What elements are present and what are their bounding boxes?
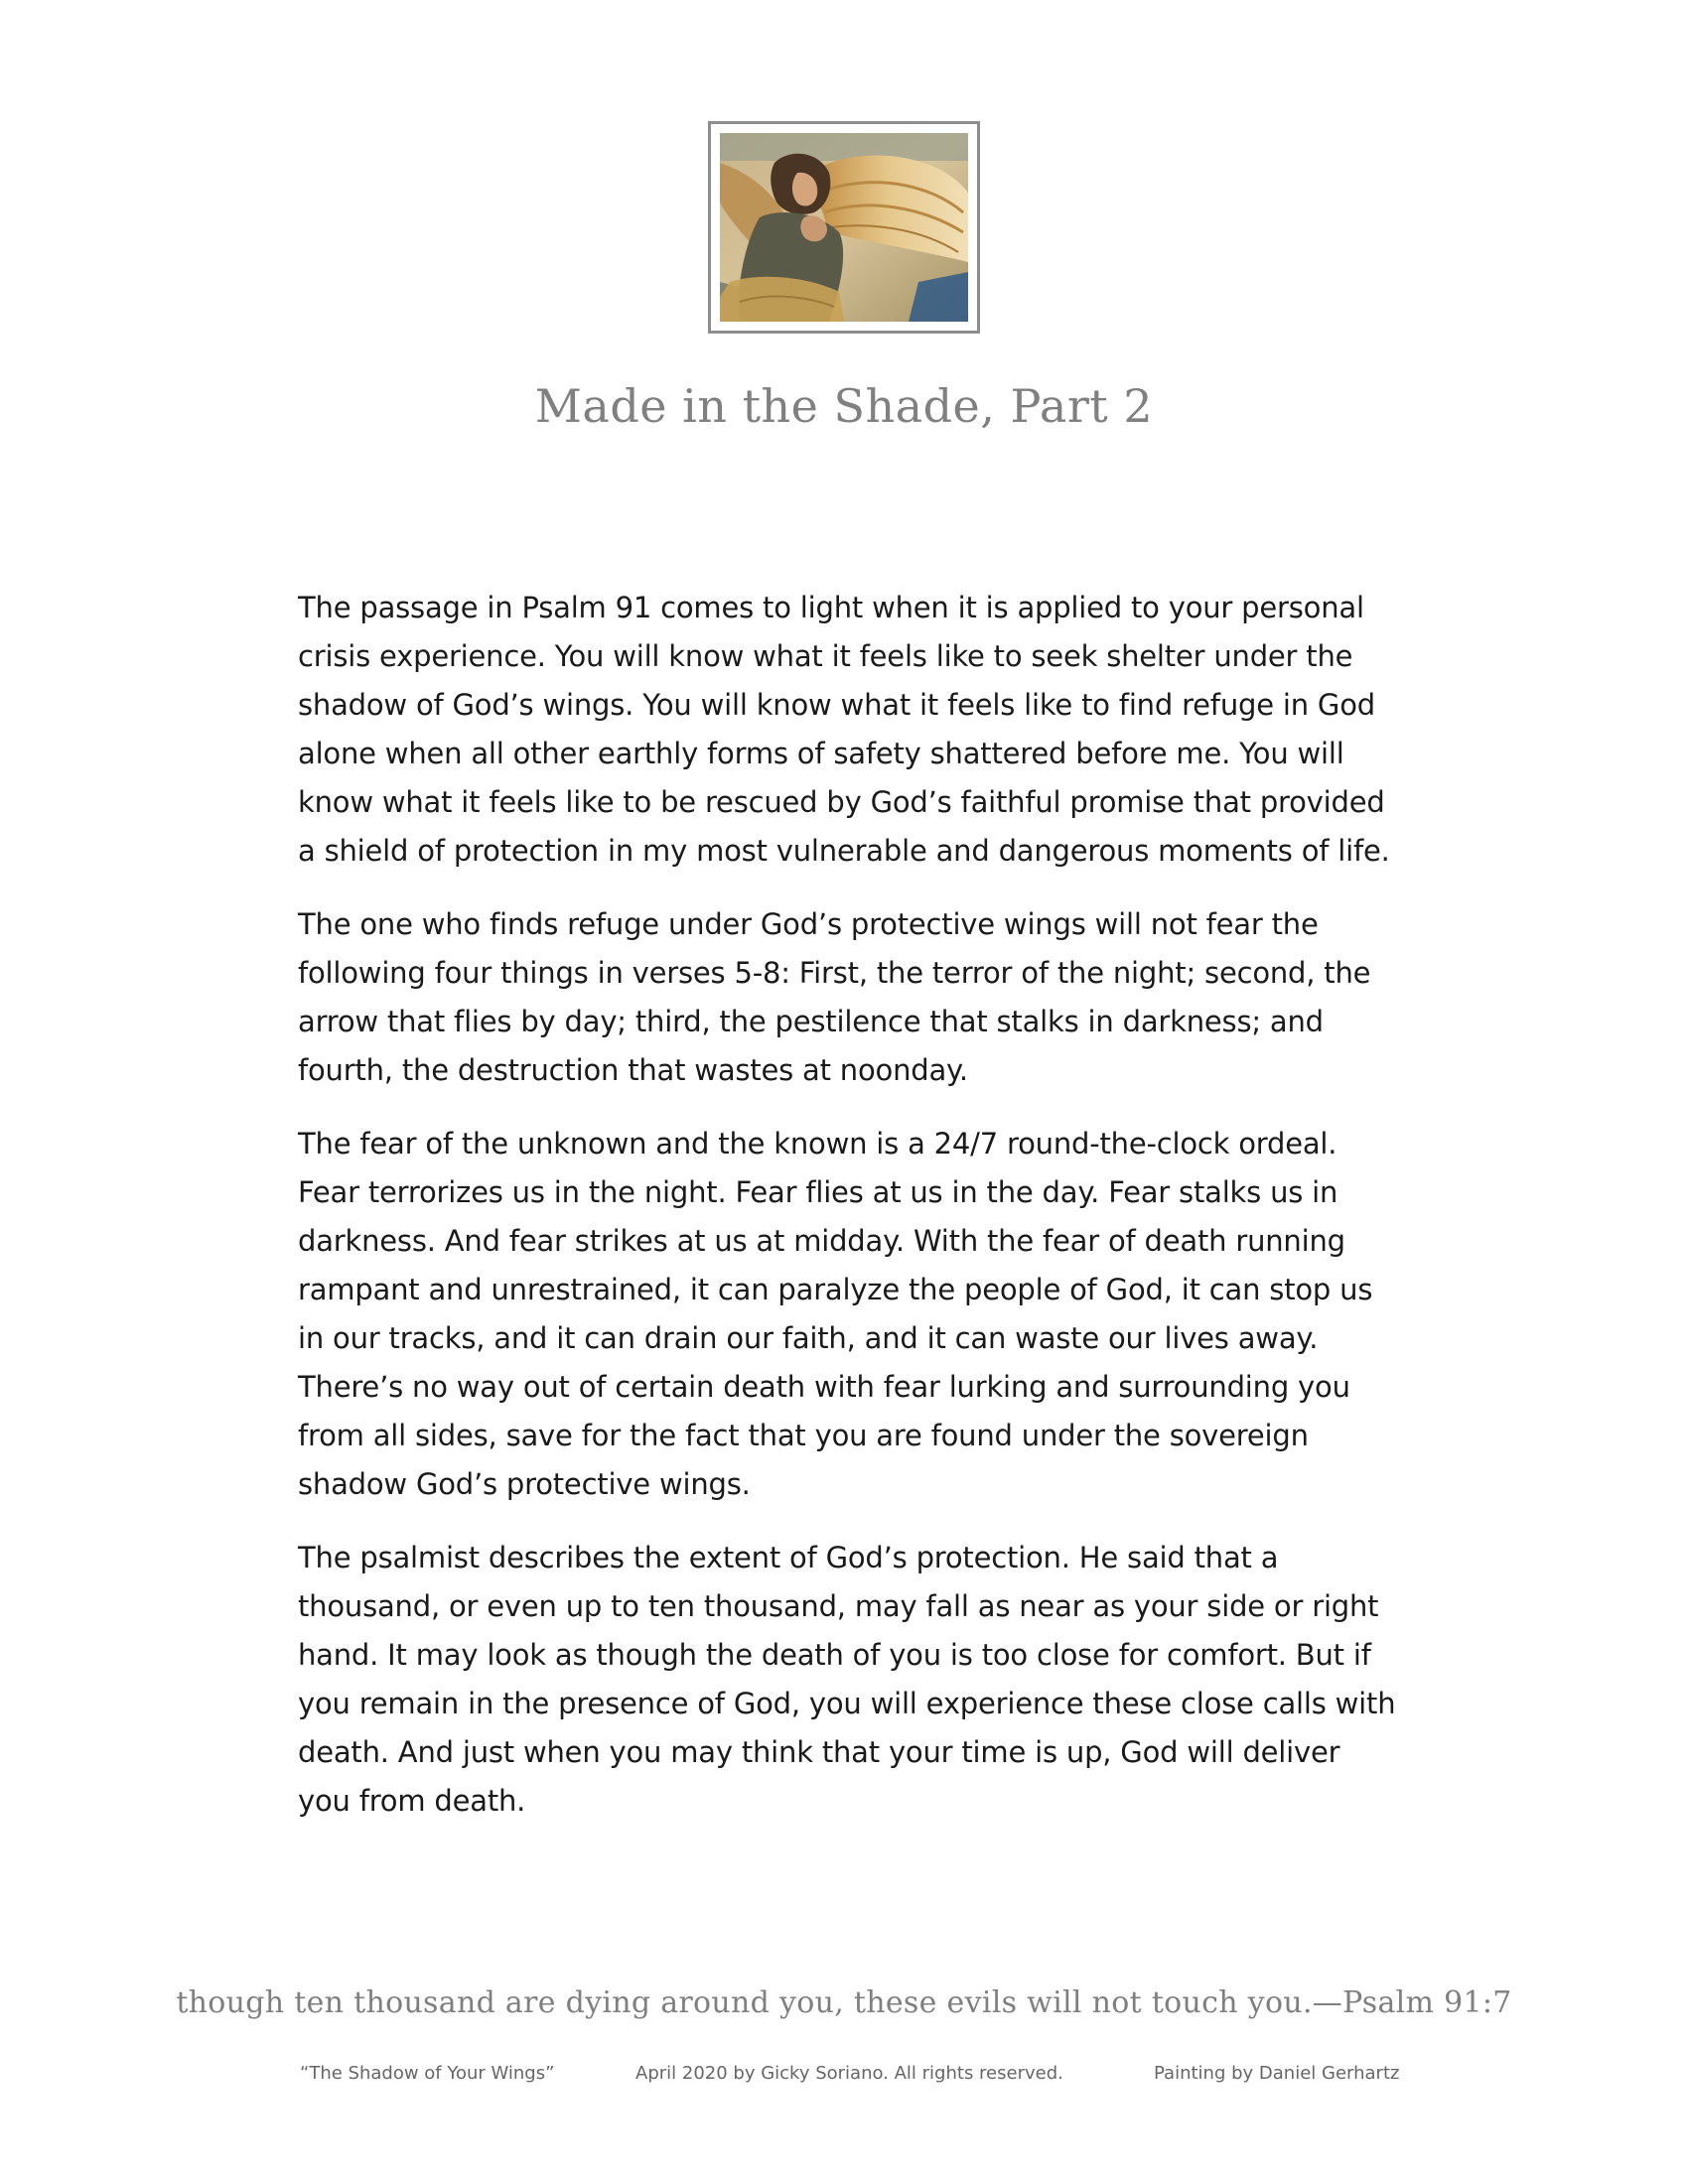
paragraph: The passage in Psalm 91 comes to light when it is applied to your personal crisis experience. You will know what it feels like to seek shelter under the shadow of God’s wings. You will know what it feels like to find refuge in God alone when all other earthly forms of safety shattered before me. You will know what it feels like to be rescued by God’s faithful promise that provided a shield of protection in my most vulnerable and dangerous moments of life.: [298, 591, 1390, 868]
scripture-verse: though ten thousand are dying around you, these evils will not touch you.—Psalm 91:7: [176, 1985, 1512, 2020]
painting-frame: [708, 121, 980, 334]
footer-work-title: “The Shadow of Your Wings”: [300, 2063, 555, 2084]
paragraph: The one who finds refuge under God’s protective wings will not fear the following four things in verses 5-8: First, the terror of the night; second, the arrow that flies by day; third, the pestilence that stalks in darkness; and fourth, the destruction that wastes at noonday.: [298, 907, 1371, 1087]
paragraph: The fear of the unknown and the known is a 24/7 round-the-clock ordeal. Fear terrorizes us in the night. Fear flies at us in the day. Fear stalks us in darkness. And fear strikes at us at midday. With the fear of death running rampant and unrestrained, it can paralyze the people of God, it can stop us in our tracks, and it can drain our faith, and it can waste our lives away. There’s no way out of certain death with fear lurking and surrounding you from all sides, save for the fact that you are found under the sovereign shadow God’s protective wings.: [298, 1127, 1373, 1501]
page-title: Made in the Shade, Part 2: [534, 379, 1154, 433]
paragraph: The psalmist describes the extent of God’s protection. He said that a thousand, or even up to ten thousand, may fall as near as your side or right hand. It may look as though the death of you is too close for comfort. But if you remain in the presence of God, you will experience these close calls with death. And just when you may think that your time is up, God will deliver you from death.: [298, 1541, 1396, 1818]
footer-copyright: April 2020 by Gicky Soriano. All rights reserved.: [635, 2063, 1063, 2084]
angel-painting-icon: [720, 133, 968, 322]
article-body: [298, 584, 1400, 1850]
footer-painting-credit: Painting by Daniel Gerhartz: [1154, 2063, 1400, 2084]
